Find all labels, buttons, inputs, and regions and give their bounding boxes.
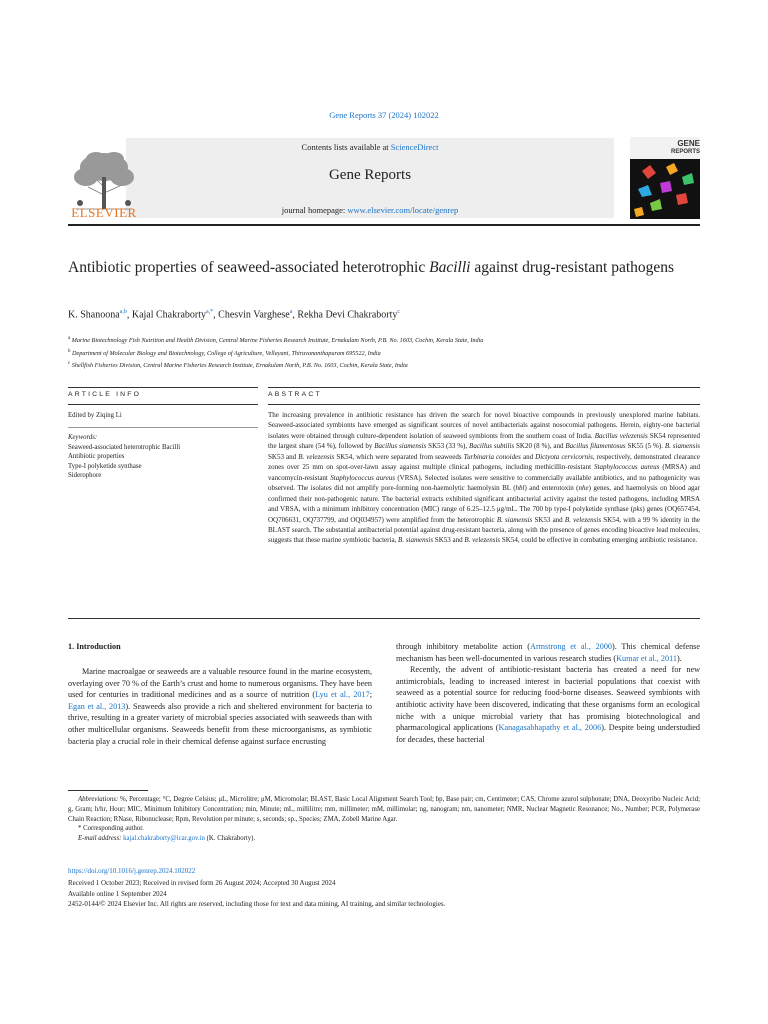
- article-info-sep: [68, 427, 258, 428]
- journal-reference[interactable]: Gene Reports 37 (2024) 102022: [329, 110, 439, 120]
- email-label: E-mail address:: [78, 835, 122, 843]
- copyright-notice: 2452-0144/© 2024 Elsevier Inc. All rights are reserved, including those for text and data mining, AI training, and similar technologies.: [68, 900, 446, 908]
- affiliation-text: Shellfish Fisheries Division, Central Marine Fisheries Research Institute, Ernakulam North, P.B. No. 1603, Cochin, Kerala State, India: [71, 362, 408, 370]
- author-affiliation-mark[interactable]: c: [397, 309, 401, 315]
- author-name: Kajal Chakraborty: [131, 309, 206, 321]
- doi-url[interactable]: https://doi.org/10.1016/j.genrep.2024.102022: [68, 867, 196, 875]
- homepage-link[interactable]: www.elsevier.com/locate/genrep: [347, 205, 459, 215]
- received-dates: Received 1 October 2023; Received in revised form 26 August 2024; Accepted 30 August 2024: [68, 879, 336, 887]
- homepage-prefix: journal homepage:: [281, 205, 348, 215]
- contents-prefix: Contents lists available at: [301, 142, 391, 152]
- abstract-text: The increasing prevalence in antibiotic resistance has driven the search for novel bioactive compounds in previously unexplored marine habitats. Seaweed-associated symbionts have emerged as significant sources of novel antibacterials against nosocomial pathogens. Herein, eighty-one bacterial isolates were obtained through culture-dependent isolation of seaweed symbionts from the southern coast of India. Bacillus velezensis SK54 represented the largest share (54 %), followed by Bacillus siamensis SK53 (33 %), Bacillus subtilis SK20 (8 %), and Bacillus filamentosus SK55 (5 %). B. siamensis SK53 and B. velezensis SK54, which were separated from seaweeds Turbinaria conoides and Dictyota cervicornis, respectively, demonstrated clearance zones over 25 mm on spot-over-lawn assay against multiple clinical pathogens, including methicillin-resistant Staphylococcus aureus (MRSA) and vancomycin-resistant Staphylococcus aureus (VRSA). Selected isolates were sensitive to commercially available antibiotics, and no pathogenicity was observed. The isolates did not amplify pore-forming non-haemolytic haemolysin BL (hbl) and enterotoxin (nhe) genes, and haemolysis on blood agar confirmed their non-pathogenic nature. The bacterial extracts exhibited significant antibacterial activity against the tested pathogens, including MRSA and VRSA, with a minimum inhibitory concentration (MIC) range of 6.25–12.5 μg/mL. The 700 bp type-I polyketide synthase (pks) genes (OQ657454, OQ706631, OQ737799, and OQ034957) were amplified from the heterotrophic B. siamensis SK53 and B. velezensis SK54, with a 99 % identity in the BLAST search. The substantial antibacterial potential against drug-resistant bacteria, along with the presence of genes encoding bioactive lead molecules, suggests that these marine symbiotic bacteria, B. siamensis SK53 and B. velezensis SK54, could be effective in combating emerging antibiotic resistance.: [268, 411, 701, 545]
- header-divider: [68, 224, 700, 226]
- article-dates: [68, 878, 445, 910]
- article-info-heading: ARTICLE INFO: [68, 391, 142, 398]
- keyword: Siderophore: [68, 472, 102, 479]
- section-heading-introduction: 1. Introduction: [68, 642, 121, 651]
- abbreviations-text: %, Percentage; °C, Degree Celsius; μL, Microlitre; μM, Micromolar; BLAST, Basic Local Alignment Search Tool; bp, Base pair; cm, Centimeter; CAS, Chrome azurol sulphonate; DNA, Deoxyribo Nucleic Acid; g, Gram; h/hr, Hour; MIC, Minimum Inhibitory Concentration; min, Minute; mL, millilitre; mm, millimeter; mM, millimolar; ng, nanogram; nm, nanometer; NMR, Nuclear Magnetic Resonance; No., Number; PCR, Polymerase Chain Reaction; RNase, Ribonuclease; Rpm, Revolution per minute; s, seconds; sp., Species; ZMA, Zobell Marine Agar.: [68, 796, 700, 823]
- cover-title-line1: GENE: [677, 139, 700, 148]
- journal-homepage: [126, 205, 614, 215]
- author-list: K. Shanoona$^{a,b}$, Kajal Chakraborty$^{a,*}$, Chesvin Varghese$^a$, Rekha Devi Chakraborty$^c$: [68, 309, 401, 321]
- title-part-2: against drug-resistant pathogens: [470, 259, 675, 276]
- affiliation: [68, 347, 708, 360]
- keyword: Seaweed-associated heterotrophic Bacilli: [68, 443, 181, 451]
- doi-link[interactable]: [68, 867, 195, 875]
- sciencedirect-link[interactable]: ScienceDirect: [390, 142, 439, 152]
- email-suffix: (K. Chakraborty).: [204, 835, 256, 843]
- author-name: Rekha Devi Chakraborty: [297, 309, 398, 321]
- abbreviations-label: Abbreviations:: [78, 796, 119, 803]
- abstract-heading: ABSTRACT: [268, 391, 322, 398]
- citation-link[interactable]: Kanagasabhapathy et al., 2006: [498, 723, 602, 733]
- author-affiliation-mark[interactable]: a,b: [119, 309, 127, 315]
- article-info-mid-rule: [68, 404, 258, 405]
- contents-available: [126, 142, 614, 152]
- keyword: Antibiotic properties: [68, 453, 125, 460]
- edited-by: Edited by Ziqing Li: [68, 412, 122, 419]
- cover-title: [662, 140, 700, 156]
- affiliation-text: Marine Biotechnology Fish Nutrition and Health Division, Central Marine Fisheries Research Institute, Ernakulam North, P.B. No. 1603, Cochin, Kerala State, India: [71, 337, 484, 345]
- affiliation-mark: a: [68, 336, 71, 341]
- corresponding-author-note: * Corresponding author.: [78, 825, 144, 833]
- keyword: Type-I polyketide synthase: [68, 462, 142, 470]
- footnote-rule: [68, 790, 148, 791]
- citation-link[interactable]: Kumar et al., 2011: [616, 653, 677, 663]
- title-italic: Bacilli: [429, 259, 471, 276]
- abstract-bottom-rule: [68, 618, 700, 619]
- affiliation-text: Department of Molecular Biology and Biotechnology, College of Agriculture, Vellayani, Thiruvananthapuram 695522, India: [72, 349, 381, 357]
- cover-title-line2: REPORTS: [670, 149, 700, 155]
- available-online: Available online 1 September 2024: [68, 889, 167, 898]
- citation-link[interactable]: Lyu et al., 2017: [315, 690, 370, 700]
- author-affiliation-mark[interactable]: a,*: [205, 309, 214, 315]
- email-link[interactable]: kajal.chakraborty@icar.gov.in: [123, 835, 205, 843]
- abstract-mid-rule: [268, 404, 700, 405]
- affiliations: [68, 334, 708, 372]
- publisher-name: ELSEVIER: [71, 205, 137, 220]
- title-part-1: Antibiotic properties of seaweed-associated heterotrophic: [68, 259, 430, 276]
- affiliation-mark: b: [68, 348, 71, 354]
- article-info-top-rule: [68, 387, 258, 388]
- citation-link[interactable]: Egan et al., 2013: [68, 701, 126, 711]
- abstract-top-rule: [268, 387, 700, 388]
- journal-name: Gene Reports: [328, 167, 412, 183]
- citation-link[interactable]: Armstrong et al., 2000: [530, 642, 613, 651]
- footnotes: [68, 795, 700, 844]
- article-title: [68, 258, 688, 277]
- author-name: K. Shanoona: [68, 309, 120, 321]
- affiliation-mark: c: [68, 361, 71, 367]
- author-affiliation-mark[interactable]: a: [289, 309, 293, 315]
- keywords-label: Keywords:: [68, 434, 98, 441]
- affiliation: [68, 334, 708, 347]
- intro-left-column: Marine macroalgae or seaweeds are a valuable resource found in the marine ecosystem, overlaying over 70 % of the Earth’s crust and home to numerous organisms. They have been used for centuries in traditional medicines and as a source of nutrition (Lyu et al., 2017; Egan et al., 2013). Seaweeds also provide a rich and sheltered environment for bacteria to thrive, resulting in a greater variety of microbial species associated with seaweeds than with other multicellular organisms. Seaweeds benefit from these microorganisms, as symbiotic bacteria play a crucial role in their chemical defense against surface encrusting: [68, 667, 372, 746]
- affiliation: [68, 359, 708, 372]
- author-name: Chesvin Varghese: [218, 309, 290, 321]
- intro-right-column: through inhibitory metabolite action (Armstrong et al., 2000). This chemical defense mechanism has been well-documented in various research studies (Kumar et al., 2011). Recently, the advent of antibiotic-resistant bacteria has created a need for new antimicrobials, leading to increased interest in bacterial populations that coexist with seaweed as a potential source for reducing food-borne diseases. Seaweed symbionts with antibiotic activity have been discovered, indicating that these organisms form an ecological niche with a unique microbial variety that has promising biotechnological and pharmacological applications (Kanagasabhapathy et al., 2006). Despite being understudied for decades, these bacterial: [396, 642, 700, 744]
- keywords-block: [68, 433, 258, 481]
